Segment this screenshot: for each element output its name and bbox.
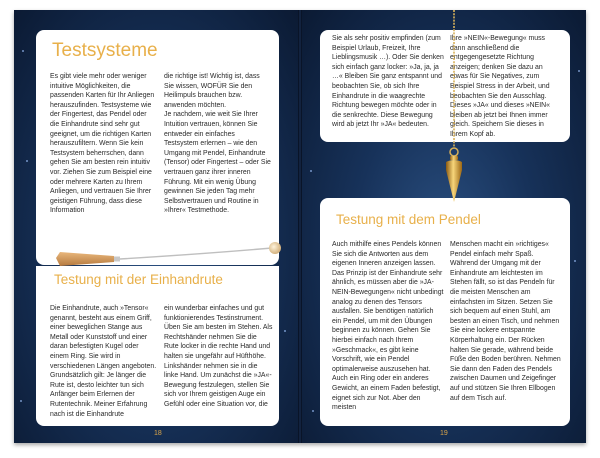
- pendel-column-2: Menschen macht ein »richtiges« Pendel einfach mehr Spaß. Während der Umgang mit der Einhandrute am leichtesten im Stehen fällt, so ist das Pendeln für die meisten Menschen am einfachsten im Sitzen. Setzen Sie sich bequem auf einen Stuhl, am besten an einen Tisch, und nehmen Sie eine lockere entspannte Körperhaltung ein. Der Rücken halten Sie gerade, während beide Füße den Boden berühren. Nehmen Sie dann den Faden des Pendels zwischen Daumen und Zeigefinger auf und stützen Sie Ihren Ellbogen auf dem Tisch auf.: [450, 241, 561, 402]
- background-star: [26, 160, 28, 162]
- page-number-left: 18: [154, 430, 162, 437]
- background-star: [574, 260, 576, 262]
- page-number-right: 19: [440, 430, 448, 437]
- background-star: [312, 410, 314, 412]
- intro-column-2: die richtige ist! Wichtig ist, dass Sie wissen, WOFÜR Sie den Heilimpuls brauchen bzw. anwenden möchten. Je nachdem, wie weit Sie Ihrer Intuition vertrauen, können Sie entweder ein einfaches Testsystem erlernen – wie den Umgang mit Pendel, Einhandrute (Tensor) oder Fingertest – oder Sie vertrauen ganz ihrer inneren Führung. Mit ein wenig Übung gewinnen Sie jeden Tag mehr Selbstvertrauen und Routine in »Ihrer« Testmethode.: [164, 73, 271, 215]
- pendulum-icon: [434, 10, 474, 206]
- left-page: [14, 10, 298, 443]
- page-title: Testsysteme: [52, 40, 158, 61]
- right-page: [302, 10, 586, 443]
- continued-column-2: Ihre »NEIN«-Bewegung« muss dann anschließend die entgegengesetzte Richtung anzeigen; denken Sie dazu an etwas für Sie Negatives, zum Beispiel Stress in der Arbeit, und beobachten Sie den Ausschlag. Dieses »JA« und dieses »NEIN« bleiben ab jetzt bei Ihnen immer gleich. Speichern Sie dieses in Ihrem Kopf ab.: [450, 35, 550, 138]
- section-heading-pendel: Testung mit dem Pendel: [336, 212, 481, 227]
- pendel-column-1: Auch mithilfe eines Pendels können Sie sich die Antworten aus dem eigenen Inneren anzeigen lassen. Das Prinzip ist der Einhandrute sehr ähnlich, es müssen aber die »JA-NEIN-Bewegungen« nicht unbedingt analog zu denen des Tensors ausfallen. Sie benötigen natürlich ein Pendel, um mit den Übungen beginnen zu können. Gehen Sie hierbei einfach nach Ihrem »Geschmack«, es gibt keine Vorschrift, wie ein Pendel optimalerweise auszusehen hat. Auch ein Ring oder ein anderes Gewicht, an einem Faden befestigt, eignet sich zur Not. Aber den meisten: [332, 241, 444, 412]
- book-spread: [14, 10, 586, 443]
- section-heading-einhandrute: Testung mit der Einhandrute: [54, 272, 223, 287]
- background-star: [310, 170, 312, 172]
- einhandrute-panel: [36, 266, 279, 426]
- intro-panel: [36, 30, 279, 265]
- background-star: [578, 70, 580, 72]
- background-star: [22, 50, 24, 52]
- intro-column-1: Es gibt viele mehr oder weniger intuitive Möglichkeiten, die passenden Karten für Ihr Anliegen herauszufinden. Testsysteme wie der Fingertest, das Pendel oder die Einhandrute sind sehr gut geeignet, um die richtigen Karten herauszufiltern. Wenn Sie kein Testsystem beherrschen, dann gehen Sie am besten rein intuitiv vor. Ziehen Sie zum Beispiel eine oder mehrere Karten zu Ihrem Anliegen, und vertrauen Sie Ihrer geistigen Führung, dass diese Information: [50, 73, 155, 215]
- einhandrute-column-2: ein wunderbar einfaches und gut funktionierendes Testinstrument. Üben Sie am besten im Stehen. Als Rechtshänder nehmen Sie die Rute locker in die rechte Hand und halten sie ungefähr auf Hüfthöhe. Linkshänder nehmen sie in die linke Hand. Um zunächst die »JA«-Bewegung festzulegen, stellen Sie sich vor Ihrem geistigen Auge ein Gefühl oder eine Situation vor, die: [164, 305, 273, 408]
- background-star: [20, 400, 22, 402]
- pendel-panel: [320, 198, 570, 426]
- einhandrute-column-1: Die Einhandrute, auch »Tensor« genannt, besteht aus einem Griff, einer beweglichen Stange aus Metall oder Kunststoff und einer daran befestigten Kugel oder einem Ring. Sie wird in verschiedenen Längen angeboten. Grundsätzlich gilt: Je länger die Rute ist, desto leichter tun sich Anfänger beim Erlernen der Rutentechnik. Meiner Erfahrung nach ist die Einhandrute: [50, 305, 157, 418]
- background-star: [284, 330, 286, 332]
- continued-column-1: Sie als sehr positiv empfinden (zum Beispiel Urlaub, Freizeit, Ihre Lieblingsmusik …). Oder Sie denken sich einfach ganz locker: »Ja, ja, ja …« Bleiben Sie ganz entspannt und beobachten Sie, ob sich Ihre Einhandrute in die waagrechte Richtung bewegen möchte oder in die senkrechte. Diese Bewegung wird ab jetzt Ihr »JA« bedeuten.: [332, 35, 444, 129]
- dowsing-rod-icon: [52, 236, 292, 280]
